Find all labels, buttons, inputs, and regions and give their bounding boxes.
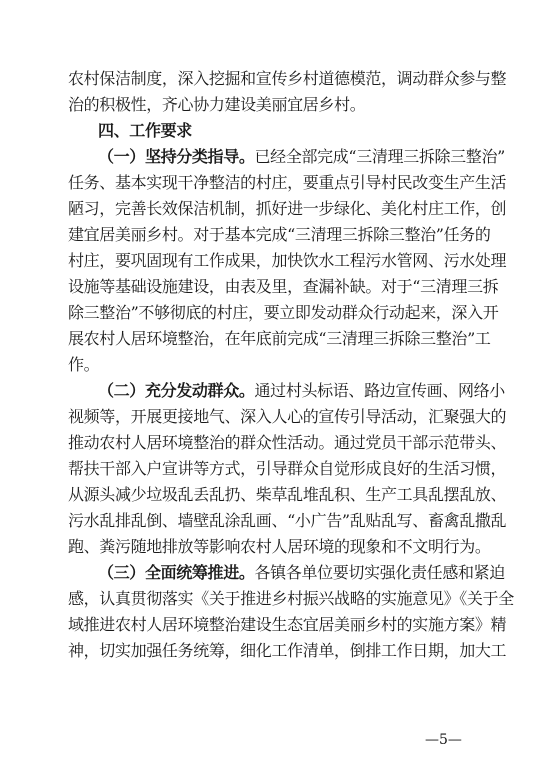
paragraph-line: 从源头减少垃圾乱丢乱扔、柴草乱堆乱积、生产工具乱摆乱放、 <box>68 485 507 504</box>
paragraph-line: 视频等，开展更接地气、深入人心的宣传引导活动，汇聚强大的 <box>68 407 507 426</box>
paragraph-line: 建宜居美丽乡村。对于基本完成“三清理三拆除三整治”任务的 <box>68 225 491 244</box>
paragraph-line: 任务、基本实现干净整洁的村庄，要重点引导村民改变生产生活 <box>68 173 507 192</box>
paragraph-line: 神，切实加强任务统筹，细化工作清单，倒排工作日期，加大工 <box>68 641 507 660</box>
paragraph-line: 作。 <box>68 355 100 374</box>
subsection-text: 各镇各单位要切实强化责任感和紧迫 <box>254 563 505 582</box>
paragraph-line: 污水乱排乱倒、墙壁乱涂乱画、“小广告”乱贴乱写、畜禽乱撒乱 <box>68 511 507 530</box>
paragraph-line: 村庄，要巩固现有工作成果，加快饮水工程污水管网、污水处理 <box>68 251 507 270</box>
paragraph-line: 帮扶干部入户宣讲等方式，引导群众自觉形成良好的生活习惯， <box>68 459 507 478</box>
subsection-first-line <box>68 560 505 586</box>
subsection-title: （一）坚持分类指导。 <box>98 147 255 166</box>
paragraph-line: 农村保洁制度，深入挖掘和宣传乡村道德模范，调动群众参与整 <box>68 69 507 88</box>
subsection-text: 通过村头标语、路边宣传画、网络小 <box>254 381 505 400</box>
subsection-first-line <box>68 144 505 170</box>
paragraph-line: 跑、粪污随地排放等影响农村人居环境的现象和不文明行为。 <box>68 537 491 556</box>
document-body <box>68 66 514 664</box>
subsection-text: 已经全部完成“三清理三拆除三整治” <box>254 147 505 166</box>
paragraph-line: 治的积极性，齐心协力建设美丽宜居乡村。 <box>68 95 366 114</box>
paragraph-line: 感，认真贯彻落实《关于推进乡村振兴战略的实施意见》《关于全 <box>68 589 514 608</box>
paragraph-line: 陋习，完善长效保洁机制，抓好进一步绿化、美化村庄工作，创 <box>68 199 507 218</box>
subsection-title: （三）全面统筹推进。 <box>98 563 255 582</box>
subsection-first-line <box>68 378 505 404</box>
page-number: —5— <box>425 732 462 748</box>
paragraph-line: 设施等基础设施建设，由表及里，查漏补缺。对于“三清理三拆 <box>68 277 499 296</box>
section-heading: 四、工作要求 <box>98 121 192 140</box>
paragraph-line: 域推进农村人居环境整治建设生态宜居美丽乡村的实施方案》精 <box>68 615 507 634</box>
paragraph-line: 除三整治”不够彻底的村庄，要立即发动群众行动起来，深入开 <box>68 303 499 322</box>
paragraph-line: 推动农村人居环境整治的群众性活动。通过党员干部示范带头、 <box>68 433 507 452</box>
paragraph-line: 展农村人居环境整治，在年底前完成“三清理三拆除三整治”工 <box>68 329 491 348</box>
subsection-title: （二）充分发动群众。 <box>98 381 255 400</box>
